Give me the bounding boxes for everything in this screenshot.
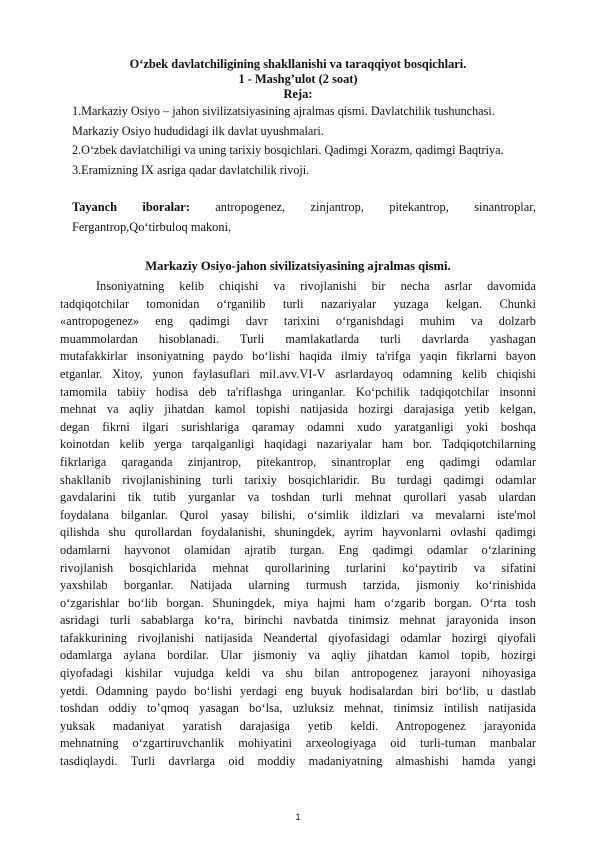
keywords-paragraph xyxy=(72,198,536,237)
body-line: shakllanib rivojlanishining turli tarixiy bosqichlaridir. Bu turdagi qadimgi odamlar xyxy=(60,472,536,487)
plan-label: Reja: xyxy=(283,87,313,101)
body-line: «antropogenez» eng qadimgi davr tarixini o‘rganishdagi muhim va dolzarb xyxy=(60,314,536,329)
body-line: gavdalarini tik tutib yurganlar va toshdan turli mehnat qurollari yasab ulardan xyxy=(60,490,536,505)
body-line: foydalana bilganlar. Qurol yasay bilishi, o‘simlik ildizlari va mevalarni iste'mol xyxy=(60,507,536,522)
plan-item: 3.Eramizning IX asriga qadar davlatchilik rivoji. xyxy=(72,162,310,177)
keywords-label: Tayanch iboralar: xyxy=(72,200,190,214)
body-line: tafakkurining rivojlanishi natijasida Neandertal qiyofasidagi odamlar hozirgi qiyofali xyxy=(60,630,536,645)
body-line: koinotdan kelib yerga tarqalganligi haqidagi nazariyalar ham bor. Tadqiqotchilarning xyxy=(60,437,536,452)
lesson-part: 1 - Mashg’ulot (2 soat) xyxy=(238,72,358,86)
body-line: mehnatning o‘zgartiruvchanlik mohiyatini arxeologiyaga oid turli-tuman manbalar xyxy=(60,736,536,751)
body-line: mehnat va aqliy jihatdan kamol topishi natijasida hozirgi darajasiga yetib kelgan, xyxy=(60,402,536,417)
body-line: qilishda shu qurollardan foydalanishi, shuningdek, ayrim hayvonlarni ovlashi qadimgi xyxy=(60,525,536,540)
plan-item: 1.Markaziy Osiyo – jahon sivilizatsiyasining ajralmas qismi. Davlatchilik tushunchasi. xyxy=(72,104,495,118)
body-line: asridagi turli sabablarga ko‘ra, birinchi navbatda tinimsiz mehnat jarayonida inson xyxy=(60,613,536,628)
lesson-title: O‘zbek davlatchiligining shakllanishi va taraqqiyot bosqichlari. xyxy=(129,57,467,71)
body-line: qiyofadagi kishilar vujudga keldi va shu bilan antropogenez jarayoni nihoyasiga xyxy=(60,666,536,681)
body-line: mutafakkirlar insoniyatning paydo bo‘lishi haqida ilmiy ta'rifga yaqin fikrlarni bayon xyxy=(60,349,536,364)
plan-list xyxy=(72,102,542,180)
body-line: fikrlariga qaraganda zinjantrop, pitekantrop, sinantroplar eng qadimgi odamlar xyxy=(60,454,536,469)
body-line: toshdan oddiy to’qmoq yasagan bo‘lsa, uzluksiz mehnat, tinimsiz intilish natijasida xyxy=(60,701,536,716)
body-line: odamlarga aylana bordilar. Ular jismoniy va aqliy jihatdan kamol topib, hozirgi xyxy=(60,648,536,663)
body-line: yaxshilab borganlar. Natijada ularning turmush tarzida, jismoniy ko‘rinishida xyxy=(60,578,536,593)
body-line: tadqiqotchilar tomonidan o‘rganilib turli nazariyalar yuzaga kelgan. Chunki xyxy=(60,296,536,311)
body-line: tamomila tabiiy hodisa deb ta'riflashga uringanlar. Ko‘pchilik tadqiqotchilar insonni xyxy=(60,384,536,399)
plan-item: 2.O‘zbek davlatchiligi va uning tarixiy bosqichlari. Qadimgi Xorazm, qadimgi Baqtriya. xyxy=(72,143,504,157)
body-line: o‘zgarishlar bo‘lib borgan. Shuningdek, miya hajmi ham o‘zgarib borgan. O‘rta tosh xyxy=(60,595,536,610)
body-line: tasdiqlaydi. Turli davrlarga oid moddiy madaniyatning almashishi hamda yangi xyxy=(60,754,536,769)
body-line: muammolardan hisoblanadi. Turli mamlakatlarda turli davrlarda yashagan xyxy=(60,331,536,346)
section-title: Markaziy Osiyo-jahon sivilizatsiyasining ajralmas qismi. xyxy=(145,259,451,273)
body-line: odamlarni hayvonot olamidan ajratib turgan. Eng qadimgi odamlar o‘zlarining xyxy=(60,542,536,557)
body-line: Insoniyatning kelib chiqishi va rivojlanishi bir necha asrlar davomida xyxy=(96,279,536,293)
body-line: degan fikrni ilgari surishlariga qaramay odamni xudo yaratganligi yoki boshqa xyxy=(60,419,536,434)
body-line: yuksak madaniyat yaratish darajasiga yetib keldi. Antropogenez jarayonida xyxy=(60,718,536,733)
plan-item: Markaziy Osiyo hududidagi ilk davlat uyushmalari. xyxy=(72,123,324,138)
keywords-first-line xyxy=(72,198,536,218)
body-line: yetdi. Odamning paydo bo‘lishi yerdagi eng buyuk hodisalardan biri bo‘lib, u dastlab xyxy=(60,683,536,698)
page-number: 1 xyxy=(295,812,301,823)
body-line: rivojlanish bosqichlarida mehnat qurollarining turlarini ko‘paytirib va sifatini xyxy=(60,560,536,575)
body-line: etganlar. Xitoy, yunon faylasuflari mil.avv.VI-V asrlardayoq odamning kelib chiqishi xyxy=(60,366,536,381)
keywords-text-continued: Fergantrop,Qo‘tirbuloq makoni, xyxy=(72,219,232,234)
keywords-text: antropogenez, zinjantrop, pitekantrop, sinantroplar, xyxy=(215,200,536,214)
body-paragraph xyxy=(60,278,536,771)
